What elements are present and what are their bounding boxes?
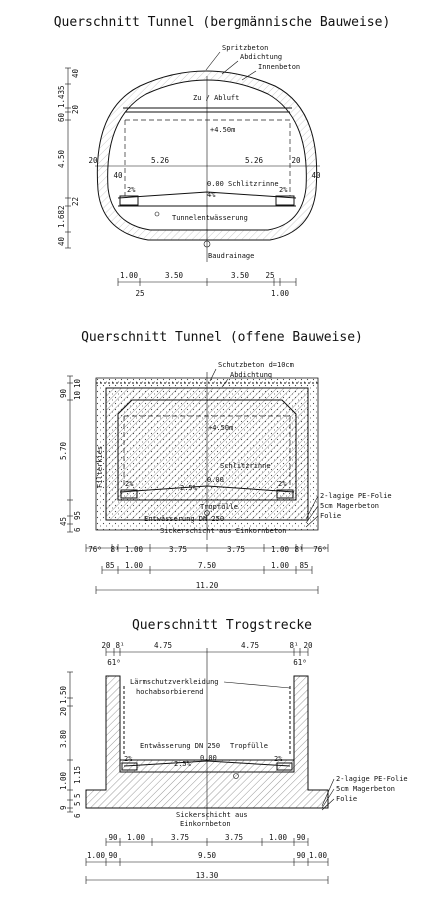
label-abdichtung: Abdichtung [240, 53, 283, 61]
d2-s2-3: 1.00 [270, 561, 290, 570]
d2-s3-0: 1.00 [86, 851, 106, 860]
vdim-s3-6: 9 [59, 805, 68, 810]
dim-half-right: 5.26 [244, 156, 264, 165]
dim-w20-left: 20 [88, 156, 98, 165]
title-trough: Querschnitt Trogstrecke [131, 618, 313, 633]
vdim-s3-1: 20 [59, 706, 68, 716]
vdim-s1-7: 40 [57, 236, 66, 246]
d2-s2-0: 85 [105, 561, 115, 570]
section-cut-and-cover [59, 330, 392, 594]
label-innenbeton: Innenbeton [258, 63, 301, 71]
label-level-s2: 0.00 [207, 476, 224, 484]
vdim-s1-6: 1.682 [57, 205, 66, 228]
label-slope-left-s3: 2% [124, 755, 133, 763]
label-level-s3: 0.00 [200, 754, 217, 762]
s2-bottom-dims [86, 544, 328, 594]
section-trough [59, 618, 408, 884]
d1-s3-3: 3.75 [224, 833, 244, 842]
d2-s3-2: 9.50 [197, 851, 217, 860]
label-slope-left-s2: 2% [125, 480, 134, 488]
s3-vertical-dims [59, 672, 82, 818]
d1-s2-3: 3.75 [168, 545, 188, 554]
vdim-s2-0: 10 [73, 378, 82, 388]
label-entwaesserung-s3: Entwässerung DN 250 [140, 742, 221, 750]
label-filterkies: Filterkies [96, 445, 104, 488]
label-schutzbeton: Schutzbeton d=10cm [218, 361, 294, 369]
label-spritzbeton: Spritzbeton [222, 44, 269, 52]
label-level-s1: 0.00 [207, 180, 224, 188]
d2-s2-1: 1.00 [124, 561, 144, 570]
vdim-s2-4: 95 [73, 510, 82, 520]
vdim-s2-3: 5.70 [59, 441, 68, 460]
d2-s2-4: 85 [299, 561, 309, 570]
vdim-s1-0: 40 [71, 68, 80, 78]
vdim-s2-2: 10 [73, 390, 82, 400]
d1-s3-2: 3.75 [170, 833, 190, 842]
d1-s2-2: 1.00 [124, 545, 144, 554]
label-sickerschicht-s3: Sickerschicht aus [176, 811, 248, 819]
section-mined-tunnel [54, 15, 391, 298]
label-pe-folie-s2: 2-lagige PE-Folie [320, 492, 392, 500]
label-schlitzrinne-s1: Schlitzrinne [228, 180, 279, 188]
ventilation-slab [123, 108, 292, 112]
s2-vertical-dims [59, 376, 82, 532]
d1-s3-1: 1.00 [126, 833, 146, 842]
label-hochabsorbierend: hochabsorbierend [136, 688, 204, 696]
bdim-s1-2: 3.50 [230, 271, 250, 280]
label-tunnelentwaesserung: Tunnelentwässerung [172, 214, 248, 222]
label-laermschutz: Lärmschutzverkleidung [130, 678, 219, 686]
vdim-s3-3: 1.15 [73, 765, 82, 784]
label-slope-right-s2: 2% [278, 480, 287, 488]
label-magerbeton-s3: 5cm Magerbeton [336, 785, 396, 793]
label-slope-right-s1: 2% [279, 186, 288, 194]
d1-s2-0: 76⁰ [88, 545, 102, 554]
vdim-s1-3: 60 [57, 112, 66, 122]
s1-vertical-dims [57, 68, 80, 248]
vdim-s3-7: 5 [73, 801, 82, 806]
tdim-s3-4: 8¹ [289, 641, 299, 650]
label-slope-right-s3: 2% [274, 755, 283, 763]
label-schlitzrinne-s2: Schlitzrinne [220, 462, 271, 470]
label-tropfluelle-s2: Tropfülle [200, 503, 238, 511]
label-baudrainage: Baudrainage [208, 252, 255, 260]
vdim-s3-8: 6 [73, 813, 82, 818]
d1-s2-4: 3.75 [226, 545, 246, 554]
vdim-s3-0: 1.50 [59, 685, 68, 704]
label-pe-folie-s3: 2-lagige PE-Folie [336, 775, 408, 783]
d1-s3-5: 90 [296, 833, 306, 842]
dim-w20-right: 20 [291, 156, 301, 165]
vdim-s2-6: 6 [73, 527, 82, 532]
vdim-s2-5: 45 [59, 516, 68, 526]
title-cut-and-cover: Querschnitt Tunnel (offene Bauweise) [81, 330, 363, 345]
d1-s3-4: 1.00 [268, 833, 288, 842]
dim-w40-left: 40 [113, 171, 123, 180]
label-tropfluelle-s3: Tropfülle [230, 742, 268, 750]
vdim-s1-2: 20 [71, 104, 80, 114]
label-height-s2: +4.50m [208, 424, 234, 432]
label-sickerschicht-s2: Sickerschicht aus Einkornbeton [160, 527, 287, 535]
d2-s3-1: 90 [108, 851, 118, 860]
d1-s2-5: 1.00 [270, 545, 290, 554]
tdim-s3-1: 8¹ [115, 641, 125, 650]
tsub-s3-0: 61⁰ [107, 658, 121, 667]
dim-half-left: 5.26 [150, 156, 170, 165]
label-slope-left-s1: 2% [127, 186, 136, 194]
label-einkornbeton-s3: Einkornbeton [180, 820, 231, 828]
vdim-s1-5: 22 [71, 196, 80, 206]
s3-bottom-dims [86, 833, 328, 884]
tdim-s3-3: 4.75 [240, 641, 260, 650]
bdim-s1-0: 1.00 [119, 271, 139, 280]
d1-s2-1: 8¹ [110, 545, 120, 554]
tsub-s3-1: 61⁰ [293, 658, 307, 667]
dim-w40-right: 40 [311, 171, 321, 180]
bdim-s1-5: 1.00 [270, 289, 290, 298]
vdim-s3-2: 3.80 [59, 729, 68, 748]
bdim-s1-4: 25 [135, 289, 145, 298]
label-zu-abluft: Zu / Abluft [193, 94, 240, 102]
tdim-s3-0: 20 [101, 641, 111, 650]
bdim-s1-3: 25 [265, 271, 275, 280]
vdim-s3-4: 1.00 [59, 771, 68, 790]
tdim-s3-5: 20 [303, 641, 313, 650]
label-slope-center-s3: 2.5% [174, 760, 191, 768]
label-slope-center-s2: 2.5% [180, 484, 197, 492]
label-folie-s2: Folie [320, 512, 342, 520]
d2-s3-3: 90 [296, 851, 306, 860]
vdim-s1-4: 4.50 [57, 149, 66, 168]
vdim-s1-1: 1.435 [57, 85, 66, 108]
d3-s2-total: 11.20 [195, 581, 219, 590]
title-mined-tunnel: Querschnitt Tunnel (bergmännische Bauweise) [53, 15, 391, 30]
label-entwaesserung-s2: Entwässerung DN 250 [144, 515, 225, 523]
d1-s3-0: 90 [108, 833, 118, 842]
vdim-s3-5: 5 [73, 793, 82, 798]
d2-s3-4: 1.00 [308, 851, 328, 860]
label-abdichtung-s2: Abdichtung [230, 371, 273, 379]
d1-s2-6: 8¹ [294, 545, 304, 554]
d2-s2-2: 7.50 [197, 561, 217, 570]
d3-s3-total: 13.30 [195, 871, 219, 880]
label-folie-s3: Folie [336, 795, 358, 803]
drainage-pipe [155, 212, 159, 216]
label-slope-center-s1: 4% [207, 191, 216, 199]
bdim-s1-1: 3.50 [164, 271, 184, 280]
vdim-s2-1: 90 [59, 388, 68, 398]
label-magerbeton-s2: 5cm Magerbeton [320, 502, 380, 510]
tdim-s3-2: 4.75 [153, 641, 173, 650]
label-height-s1: +4.50m [210, 126, 236, 134]
s1-bottom-dims [118, 271, 296, 298]
d1-s2-7: 76⁰ [313, 545, 327, 554]
